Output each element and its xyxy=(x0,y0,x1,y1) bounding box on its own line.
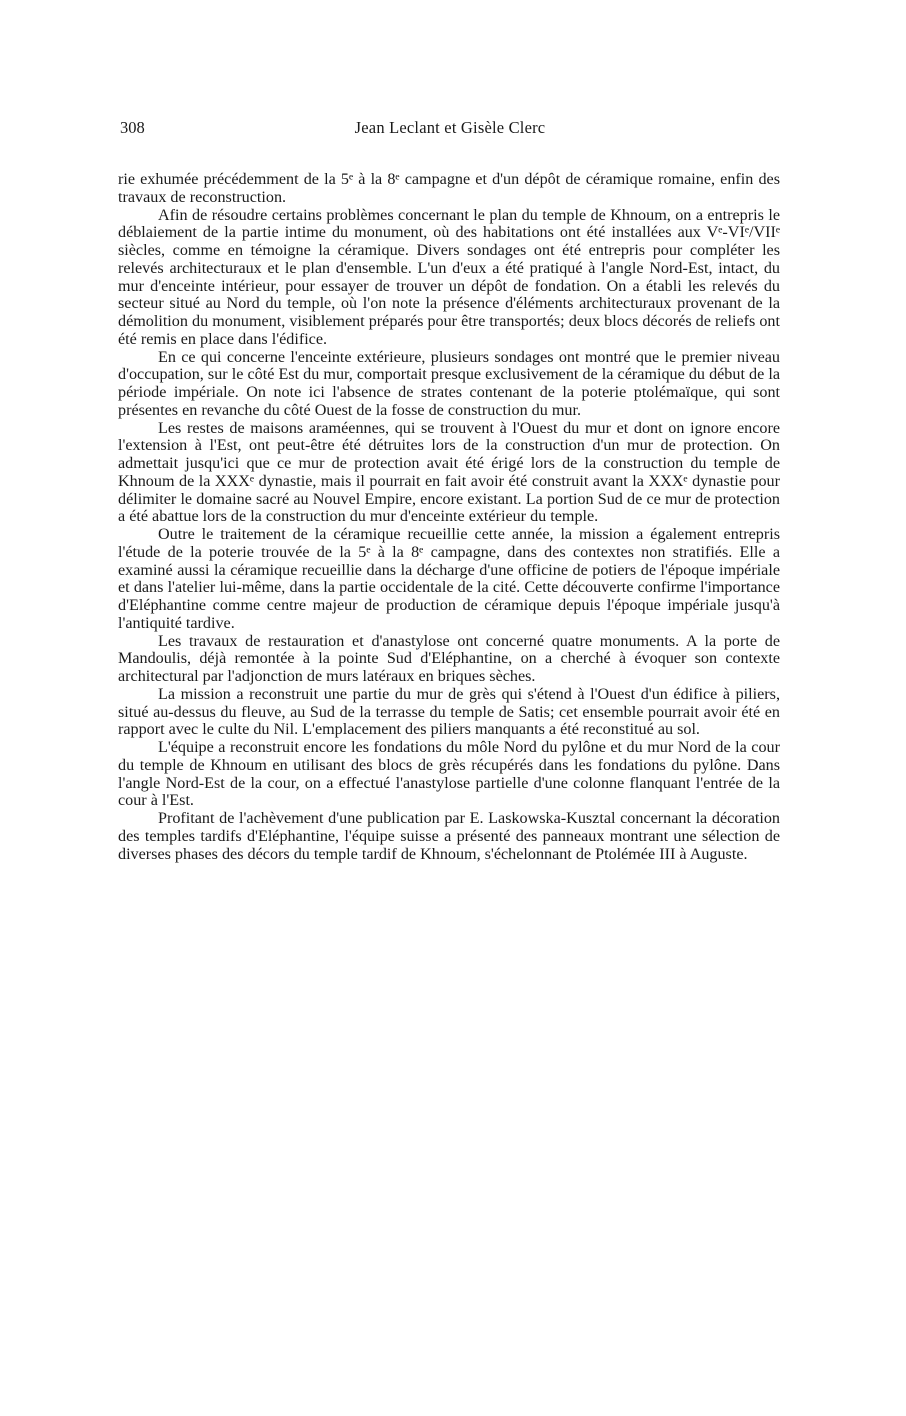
paragraph-temple-khnoum: Afin de résoudre certains problèmes concernant le plan du temple de Khnoum, on a entrepris le déblaiement de la partie intime du monument, où des habitations ont été installées aux Vᵉ-VIᵉ/VIIᵉ siècles, comme en témoigne la céramique. Divers sondages ont été entrepris pour compléter les relevés architecturaux et le plan d'ensemble. L'un d'eux a été pratiqué à l'angle Nord-Est, intact, du mur d'enceinte intérieur, pour essayer de trouver un dépôt de fondation. On a établi les relevés du secteur situé au Nord du temple, où l'on note la présence d'éléments architecturaux provenant de la démolition du monument, visiblement préparés pour être transportés; deux blocs décorés de reliefs ont été remis en place dans l'édifice. xyxy=(118,206,780,348)
running-head xyxy=(120,118,780,142)
paragraph-enceinte-exterieure: En ce qui concerne l'enceinte extérieure, plusieurs sondages ont montré que le premier niveau d'occupation, sur le côté Est du mur, comportait presque exclusivement de la céramique du début de la période impériale. On note ici l'absence de strates contenant de la poterie ptolémaïque, qui sont présentes en revanche du côté Ouest de la fosse de construction du mur. xyxy=(118,348,780,419)
paragraph-maisons-arameennes: Les restes de maisons araméennes, qui se trouvent à l'Ouest du mur et dont on ignore encore l'extension à l'Est, ont peut-être été détruites lors de la construction d'un mur de protection. On admettait jusqu'ici que ce mur de protection avait été érigé lors de la construction du temple de Khnoum de la XXXᵉ dynastie, mais il pourrait en fait avoir été construit avant la XXXᵉ dynastie pour délimiter le domaine sacré au Nouvel Empire, encore existant. La portion Sud de ce mur de protection a été abattue lors de la construction du mur d'enceinte extérieur du temple. xyxy=(118,419,780,526)
paragraph-mur-de-gres: La mission a reconstruit une partie du mur de grès qui s'étend à l'Ouest d'un édifice à piliers, situé au-dessus du fleuve, au Sud de la terrasse du temple de Satis; cet ensemble pourrait avoir été en rapport avec le culte du Nil. L'emplacement des piliers manquants a été reconstitué au sol. xyxy=(118,685,780,739)
paragraph-publication: Profitant de l'achèvement d'une publication par E. Laskowska-Kusztal concernant la décoration des temples tardifs d'Eléphantine, l'équipe suisse a présenté des panneaux montrant une sélection de diverses phases des décors du temple tardif de Khnoum, s'échelonnant de Ptolémée III à Auguste. xyxy=(118,810,780,863)
paragraph-restauration: Les travaux de restauration et d'anastylose ont concerné quatre monuments. A la porte de Mandoulis, déjà remontée à la pointe Sud d'Eléphantine, on a cherché à évoquer son contexte architectural par l'adjonction de murs latéraux en briques sèches. xyxy=(118,632,780,685)
page-number: 308 xyxy=(120,118,145,137)
paragraph-pylone: L'équipe a reconstruit encore les fondations du môle Nord du pylône et du mur Nord de la cour du temple de Khnoum en utilisant des blocs de grès récupérés dans les fondations du pylône. Dans l'angle Nord-Est de la cour, on a effectué l'anastylose partielle d'une colonne flanquant l'entrée de la cour à l'Est. xyxy=(118,739,780,810)
paragraph-continued: rie exhumée précédemment de la 5ᵉ à la 8ᵉ campagne et d'un dépôt de céramique romaine, enfin des travaux de reconstruction. xyxy=(118,171,780,206)
paragraph-ceramique: Outre le traitement de la céramique recueillie cette année, la mission a également entrepris l'étude de la poterie trouvée de la 5ᵉ à la 8ᵉ campagne, dans des contextes non stratifiés. Elle a examiné aussi la céramique recueillie dans la décharge d'une officine de potiers de l'époque impériale et dans l'atelier lui-même, dans la partie occidentale de la cité. Cette découverte confirme l'importance d'Eléphantine comme centre majeur de production de céramique depuis l'époque impériale jusqu'à l'antiquité tardive. xyxy=(118,526,780,632)
running-title: Jean Leclant et Gisèle Clerc xyxy=(354,118,546,137)
body-text xyxy=(118,171,780,863)
